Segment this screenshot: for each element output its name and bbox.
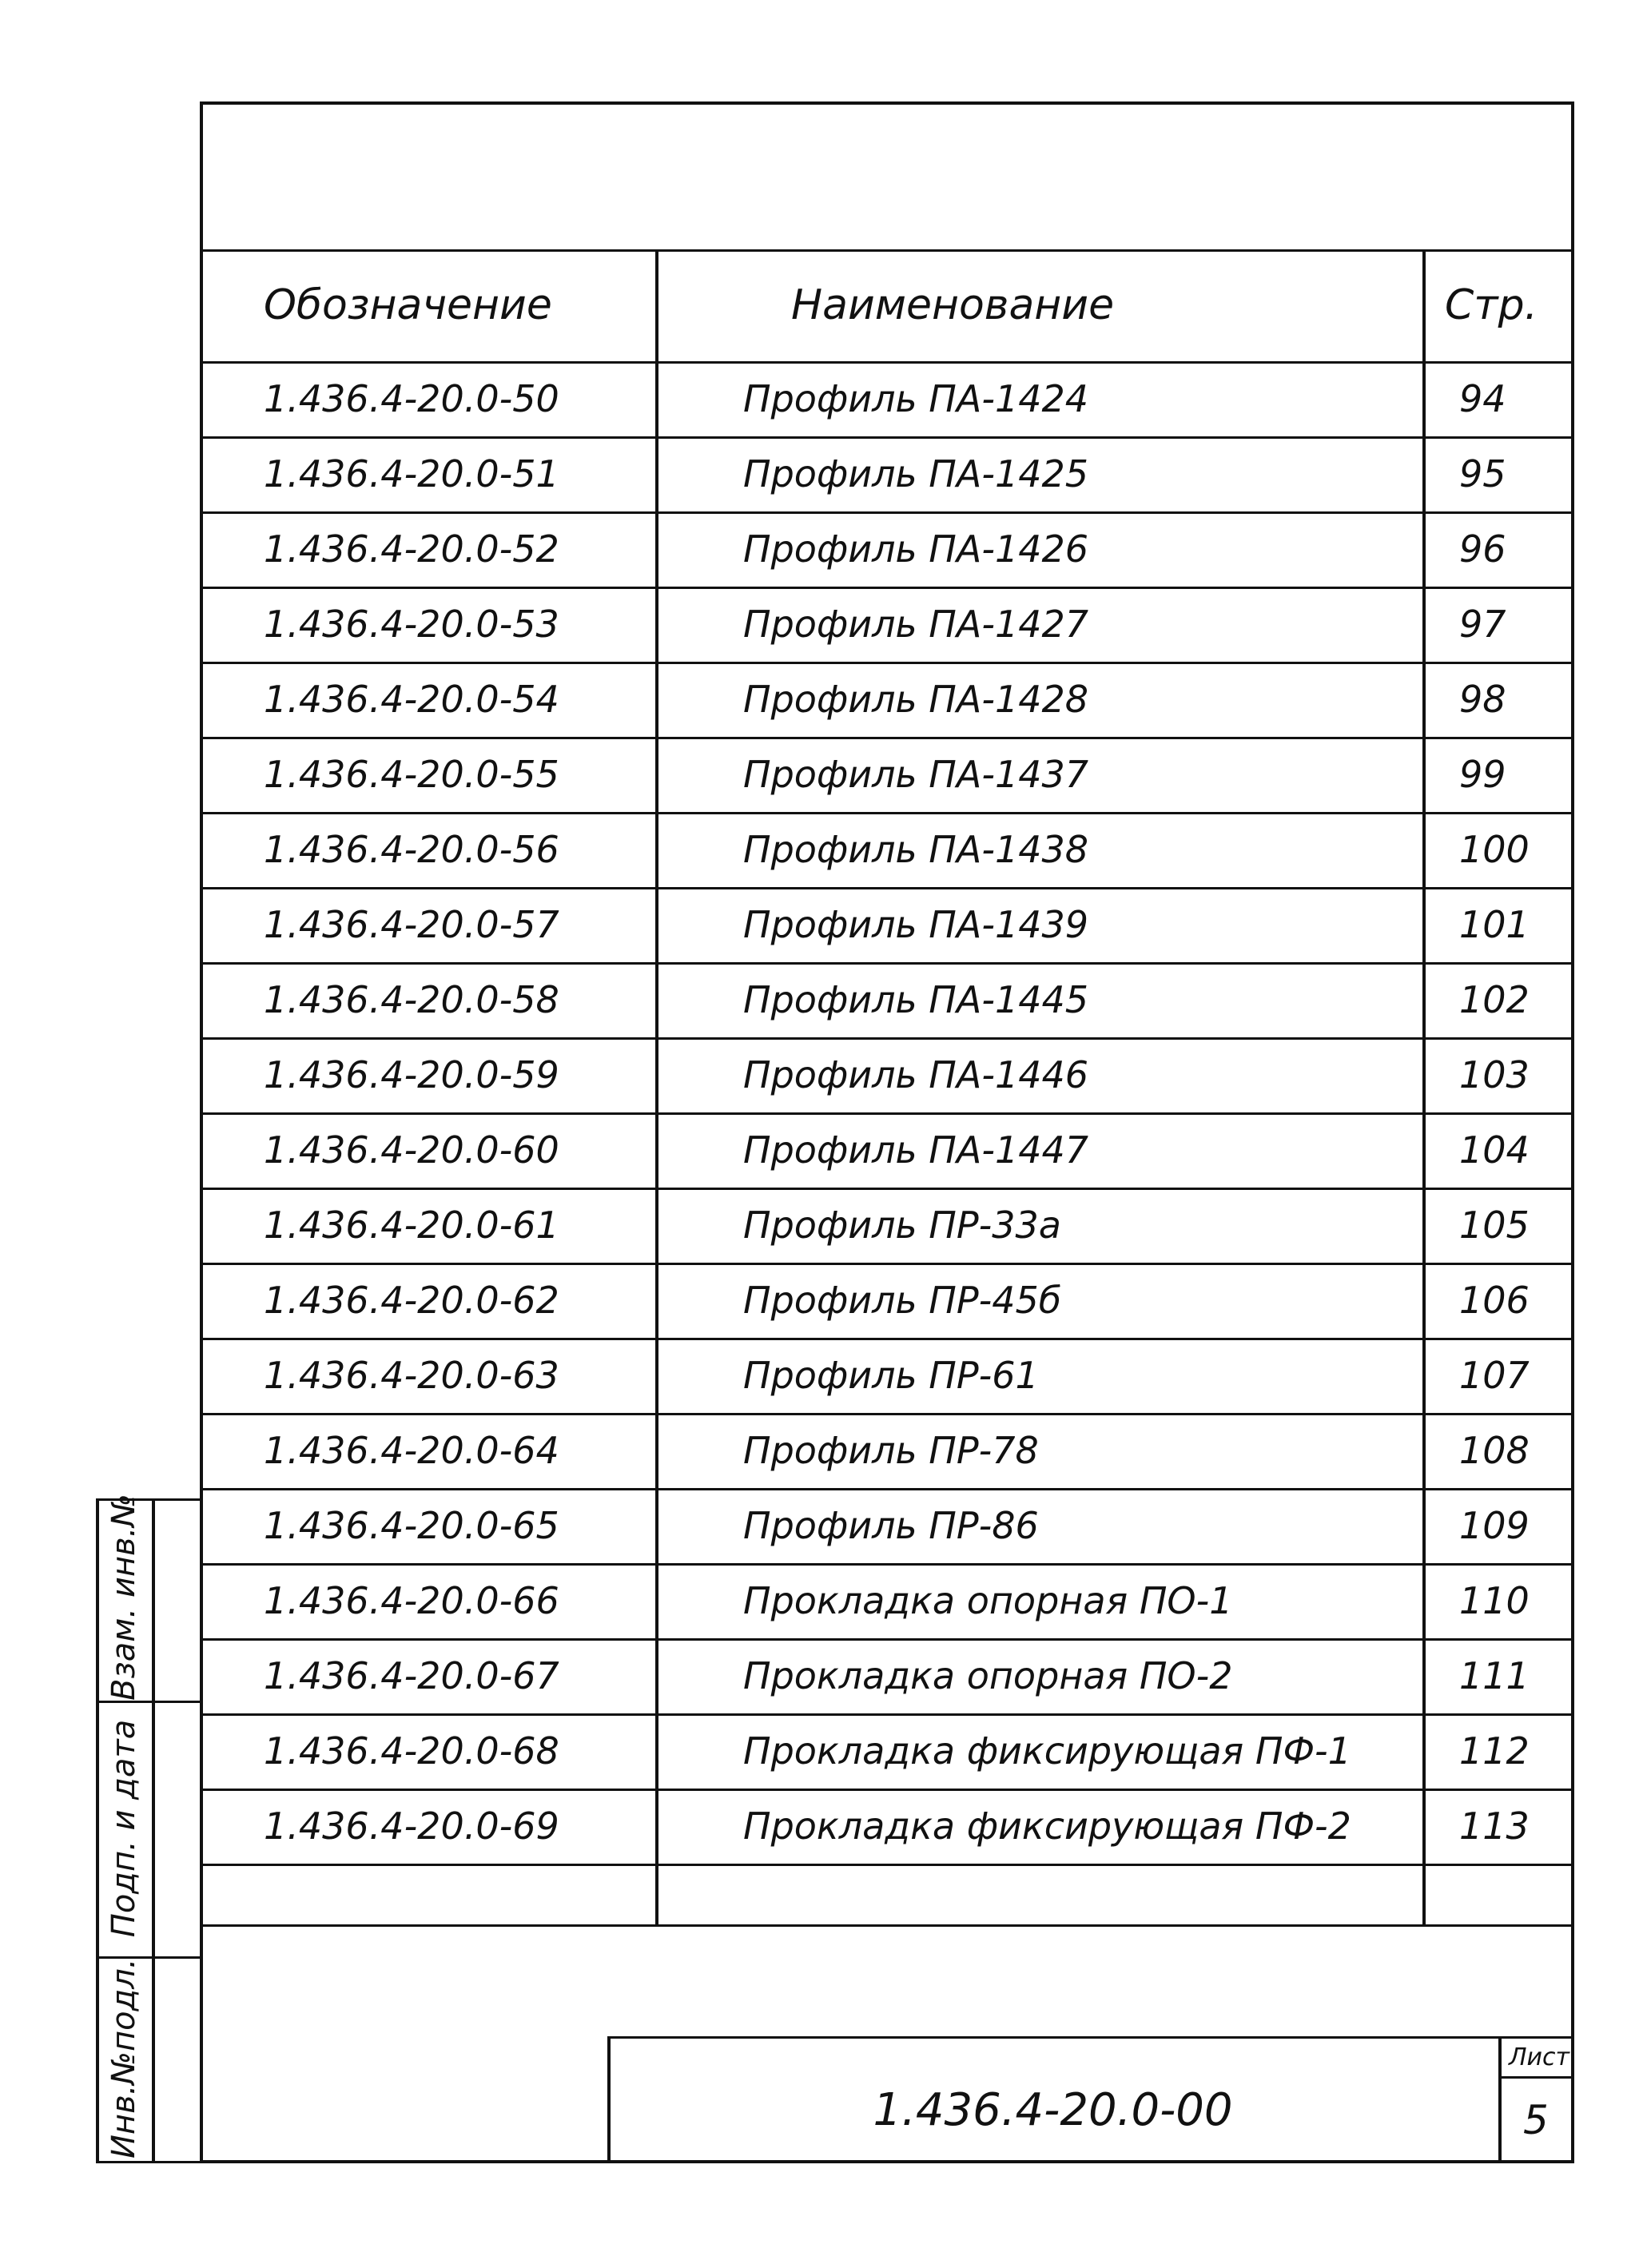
row-designation: 1.436.4-20.0-62 [264,1279,559,1322]
row-page: 103 [1459,1053,1530,1096]
row-name: Профиль ПА-1424 [743,377,1089,420]
row-divider [200,1037,1574,1040]
row-page: 108 [1459,1429,1530,1472]
row-name: Прокладка опорная ПО-1 [743,1579,1233,1622]
row-name: Профиль ПА-1447 [743,1128,1089,1172]
header-page: Стр. [1445,281,1538,329]
column-divider-1 [655,249,658,1924]
row-divider [200,737,1574,739]
title-block-top [607,2036,1574,2039]
row-page: 94 [1459,377,1506,420]
sheet-cell-left [1498,2036,1502,2163]
row-name: Прокладка фиксирующая ПФ-1 [743,1729,1351,1773]
row-designation: 1.436.4-20.0-55 [264,753,559,796]
row-page: 112 [1459,1729,1530,1773]
side-label-podp: Подп. и дата [105,1719,142,1938]
row-page: 101 [1459,903,1530,946]
row-divider [200,962,1574,965]
row-divider [200,511,1574,514]
row-divider [200,436,1574,439]
row-designation: 1.436.4-20.0-68 [264,1729,559,1773]
header-name: Наименование [791,281,1115,329]
row-divider [200,887,1574,889]
row-divider [200,662,1574,664]
table-top-border [200,249,1574,252]
row-designation: 1.436.4-20.0-59 [264,1053,559,1096]
row-page: 110 [1459,1579,1530,1622]
row-page: 104 [1459,1128,1530,1172]
row-divider [200,1338,1574,1340]
row-page: 96 [1459,527,1506,571]
header-bottom-border [200,361,1574,364]
row-page: 100 [1459,828,1530,871]
row-designation: 1.436.4-20.0-67 [264,1654,559,1697]
row-page: 111 [1459,1654,1530,1697]
row-name: Профиль ПР-78 [743,1429,1039,1472]
side-strip-inner [152,1498,155,2163]
row-name: Профиль ПР-61 [743,1354,1039,1397]
row-page: 98 [1459,678,1506,721]
row-page: 109 [1459,1504,1530,1547]
row-divider [200,1563,1574,1566]
document-designation: 1.436.4-20.0-00 [873,2083,1233,2136]
row-name: Профиль ПА-1427 [743,603,1089,646]
side-strip [96,1498,99,2163]
row-page: 105 [1459,1204,1530,1247]
header-designation: Обозначение [264,281,552,329]
row-divider [200,1263,1574,1265]
row-designation: 1.436.4-20.0-58 [264,978,559,1021]
row-name: Профиль ПА-1438 [743,828,1089,871]
row-name: Профиль ПР-45б [743,1279,1062,1322]
sheet-label: Лист [1509,2043,1570,2071]
sheet-cell-divider [1498,2076,1574,2079]
row-page: 99 [1459,753,1506,796]
row-divider [200,1112,1574,1115]
row-name: Профиль ПР-86 [743,1504,1039,1547]
row-divider [200,1638,1574,1641]
row-name: Профиль ПА-1426 [743,527,1089,571]
sheet-number: 5 [1523,2097,1549,2143]
row-designation: 1.436.4-20.0-63 [264,1354,559,1397]
row-designation: 1.436.4-20.0-69 [264,1804,559,1848]
row-page: 107 [1459,1354,1530,1397]
row-designation: 1.436.4-20.0-65 [264,1504,559,1547]
row-designation: 1.436.4-20.0-61 [264,1204,559,1247]
row-divider [200,587,1574,589]
row-divider [200,1713,1574,1716]
row-page: 102 [1459,978,1530,1021]
row-designation: 1.436.4-20.0-54 [264,678,559,721]
row-designation: 1.436.4-20.0-64 [264,1429,559,1472]
row-name: Профиль ПА-1445 [743,978,1089,1021]
side-strip-bottom [96,2161,200,2163]
row-designation: 1.436.4-20.0-57 [264,903,559,946]
row-divider [200,1188,1574,1190]
row-name: Профиль ПА-1439 [743,903,1089,946]
row-designation: 1.436.4-20.0-56 [264,828,559,871]
column-divider-2 [1422,249,1426,1924]
row-divider [200,1864,1574,1866]
row-name: Профиль ПА-1425 [743,452,1089,495]
row-name: Прокладка фиксирующая ПФ-2 [743,1804,1351,1848]
row-page: 113 [1459,1804,1530,1848]
row-divider [200,1488,1574,1490]
table-bottom-border [200,1924,1574,1927]
row-divider [200,812,1574,814]
row-designation: 1.436.4-20.0-60 [264,1128,559,1172]
row-designation: 1.436.4-20.0-51 [264,452,559,495]
side-label-vzam: Взам. инв.№ [105,1494,142,1701]
row-name: Профиль ПА-1437 [743,753,1089,796]
row-designation: 1.436.4-20.0-53 [264,603,559,646]
row-page: 95 [1459,452,1506,495]
row-page: 97 [1459,603,1506,646]
row-name: Прокладка опорная ПО-2 [743,1654,1233,1697]
row-designation: 1.436.4-20.0-52 [264,527,559,571]
row-name: Профиль ПА-1446 [743,1053,1089,1096]
side-label-inv: Инв.№подл. [105,1958,142,2159]
row-designation: 1.436.4-20.0-66 [264,1579,559,1622]
row-divider [200,1789,1574,1791]
row-page: 106 [1459,1279,1530,1322]
row-name: Профиль ПР-33а [743,1204,1061,1247]
row-name: Профиль ПА-1428 [743,678,1089,721]
row-designation: 1.436.4-20.0-50 [264,377,559,420]
row-divider [200,1413,1574,1415]
